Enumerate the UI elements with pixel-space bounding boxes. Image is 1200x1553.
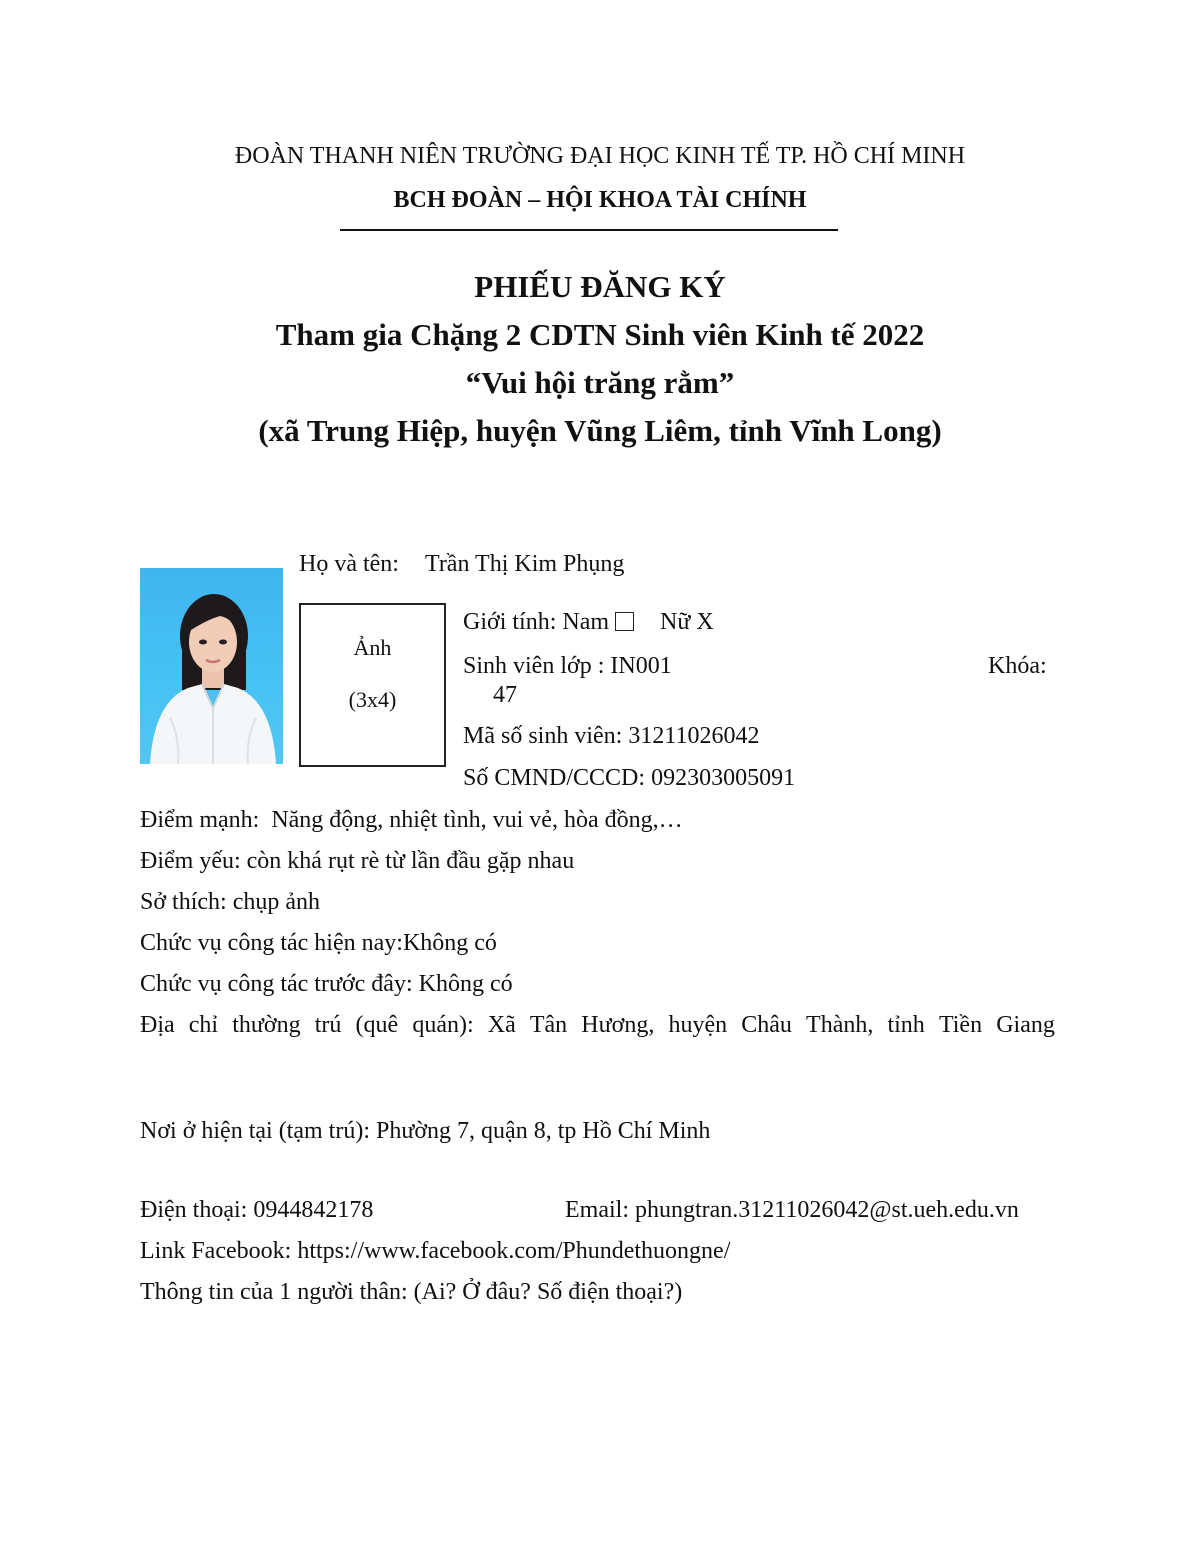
gender-male-label: Giới tính: Nam	[463, 609, 610, 635]
gender-female-label: Nữ X	[660, 609, 714, 635]
email-label: Email:	[565, 1197, 629, 1223]
full-name-label: Họ và tên:	[299, 551, 399, 577]
class-row	[463, 653, 672, 680]
full-name-value: Trần Thị Kim Phụng	[425, 551, 625, 577]
gender-row	[463, 609, 714, 636]
class-value: IN001	[610, 653, 672, 679]
current-position-row	[140, 930, 497, 957]
address-word: Hương,	[581, 1012, 655, 1038]
current-residence-label: Nơi ở hiện tại (tạm trú):	[140, 1118, 370, 1144]
relative-info-label: Thông tin của 1 người thân:	[140, 1279, 408, 1305]
relative-info-row	[140, 1279, 682, 1306]
student-photo	[140, 568, 283, 764]
address-word: (quê	[355, 1012, 399, 1038]
weaknesses-row	[140, 848, 574, 875]
cohort-value: 47	[493, 682, 517, 708]
male-checkbox[interactable]	[615, 612, 634, 631]
address-word: Tân	[529, 1012, 568, 1038]
weaknesses-value: còn khá rụt rè từ lần đầu gặp nhau	[246, 848, 575, 874]
previous-position-label: Chức vụ công tác trước đây:	[140, 971, 413, 997]
organization-header: ĐOÀN THANH NIÊN TRƯỜNG ĐẠI HỌC KINH TẾ TP. HỒ CHÍ MINH	[234, 143, 966, 169]
strengths-label: Điểm mạnh:	[140, 807, 260, 833]
id-card-row	[463, 765, 795, 792]
photo-box-label: Ảnh	[353, 635, 392, 660]
address-word: quán):	[412, 1012, 474, 1038]
previous-position-row	[140, 971, 513, 998]
id-card-label: Số CMND/CCCD:	[463, 765, 646, 791]
cohort-label: Khóa:	[988, 653, 1047, 679]
address-word: Châu	[741, 1012, 792, 1038]
phone-label: Điện thoại:	[140, 1197, 248, 1223]
form-title: PHIẾU ĐĂNG KÝ	[474, 269, 726, 304]
address-word: trú	[314, 1012, 342, 1038]
address-word: Giang	[996, 1012, 1055, 1038]
hobbies-value: chụp ảnh	[232, 889, 321, 915]
address-word: tỉnh	[887, 1012, 925, 1038]
id-card-value: 092303005091	[651, 765, 796, 791]
photo-box-size: (3x4)	[348, 687, 397, 712]
facebook-label: Link Facebook:	[140, 1238, 292, 1264]
weaknesses-label: Điểm yếu:	[140, 848, 241, 874]
strengths-row	[140, 807, 683, 834]
address-word: huyện	[668, 1012, 728, 1038]
current-position-value: Không có	[402, 930, 497, 956]
student-id-label: Mã số sinh viên:	[463, 723, 623, 749]
event-theme: “Vui hội trăng rằm”	[465, 365, 735, 400]
permanent-address-row	[140, 1012, 1055, 1039]
event-name: Tham gia Chặng 2 CDTN Sinh viên Kinh tế 2022	[275, 317, 925, 352]
student-id-value: 31211026042	[628, 723, 760, 749]
class-label: Sinh viên lớp :	[463, 653, 605, 679]
hobbies-label: Sở thích:	[140, 889, 227, 915]
department-header: BCH ĐOÀN – HỘI KHOA TÀI CHÍNH	[393, 187, 807, 213]
current-residence-row	[140, 1118, 710, 1145]
address-word: chỉ	[188, 1012, 219, 1038]
photo-placeholder-box	[299, 603, 446, 767]
student-id-row	[463, 723, 759, 750]
facebook-link[interactable]: https://www.facebook.com/Phundethuongne/	[297, 1238, 731, 1264]
address-word: thường	[232, 1012, 301, 1038]
phone-row	[140, 1197, 373, 1224]
facebook-row	[140, 1238, 730, 1265]
event-location: (xã Trung Hiệp, huyện Vũng Liêm, tỉnh Vĩnh Long)	[258, 413, 942, 448]
address-word: Thành,	[806, 1012, 874, 1038]
phone-value: 0944842178	[253, 1197, 374, 1223]
current-position-label: Chức vụ công tác hiện nay:	[140, 930, 403, 956]
previous-position-value: Không có	[418, 971, 513, 997]
address-word: Tiền	[938, 1012, 983, 1038]
address-word: Xã	[487, 1012, 516, 1038]
strengths-value: Năng động, nhiệt tình, vui vẻ, hòa đồng,…	[271, 807, 683, 833]
email-value[interactable]: phungtran.31211026042@st.ueh.edu.vn	[634, 1197, 1019, 1223]
current-residence-value: Phường 7, quận 8, tp Hồ Chí Minh	[376, 1118, 711, 1144]
header-divider	[340, 229, 838, 231]
email-row	[565, 1197, 1019, 1224]
address-word: Địa	[140, 1012, 175, 1038]
hobbies-row	[140, 889, 320, 916]
relative-info-hint: (Ai? Ở đâu? Số điện thoại?)	[413, 1279, 683, 1305]
